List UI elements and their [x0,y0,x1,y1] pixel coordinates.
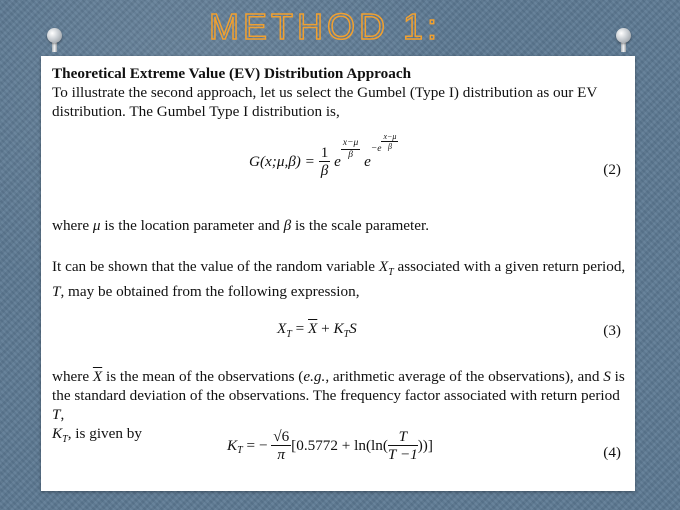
document-heading: Theoretical Extreme Value (EV) Distribution Approach [52,65,412,82]
equation-4: $K_T$ = − $\frac{√6}{\pi}$ [0.5772 + ln(ln( $\frac{T}{T -1}$ ))] [227,428,433,463]
eq2-lhs: G(x;μ,β) = [249,153,315,170]
eq4-T-fraction: $\frac{T}{T -1}$ [387,428,418,463]
equation-2-number: (2) [603,161,621,178]
pushpin-icon [47,28,62,50]
eq2-exp2-prefix: −e [370,143,382,154]
eq2-exponent2: $\frac{x-\mu}{\beta}$ [383,132,397,151]
frequency-factor-paragraph: where $\overline{X}$ is the mean of the observations (e.g., arithmetic average of the observations), and S is the standard deviation of the observations. The frequency factor associated with return period T, $K_T$, is given by [52,368,625,446]
slide-title: METHOD 1: [208,6,441,47]
document-image [41,56,635,491]
eq2-exponent1: $\frac{x-\mu}{\beta}$ [342,138,359,160]
return-period-paragraph: It can be shown that the value of the random variable $X_T$ associated with a given return period, T, may be obtained from the following expression, [52,258,626,301]
eq4-sqrt-fraction: $\frac{√6}{\pi}$ [273,428,290,463]
eq2-fraction: $\frac{1}{\beta}$ [320,144,329,179]
equation-3-number: (3) [603,322,621,339]
pushpin-icon [616,28,631,50]
where-parameters: where μ is the location parameter and β is the scale parameter. [52,217,430,234]
equation-4-number: (4) [603,444,621,461]
equation-2 [249,132,398,179]
intro-paragraph: To illustrate the second approach, let us select the Gumbel (Type I) distribution as our EV distribution. The Gumbel Type I distribution is, [52,84,598,120]
equation-3: $X_T = \overline{X} + K_TS$ [277,320,357,341]
eq2-e1: e [334,153,341,170]
eq2-e2: e [364,153,371,170]
